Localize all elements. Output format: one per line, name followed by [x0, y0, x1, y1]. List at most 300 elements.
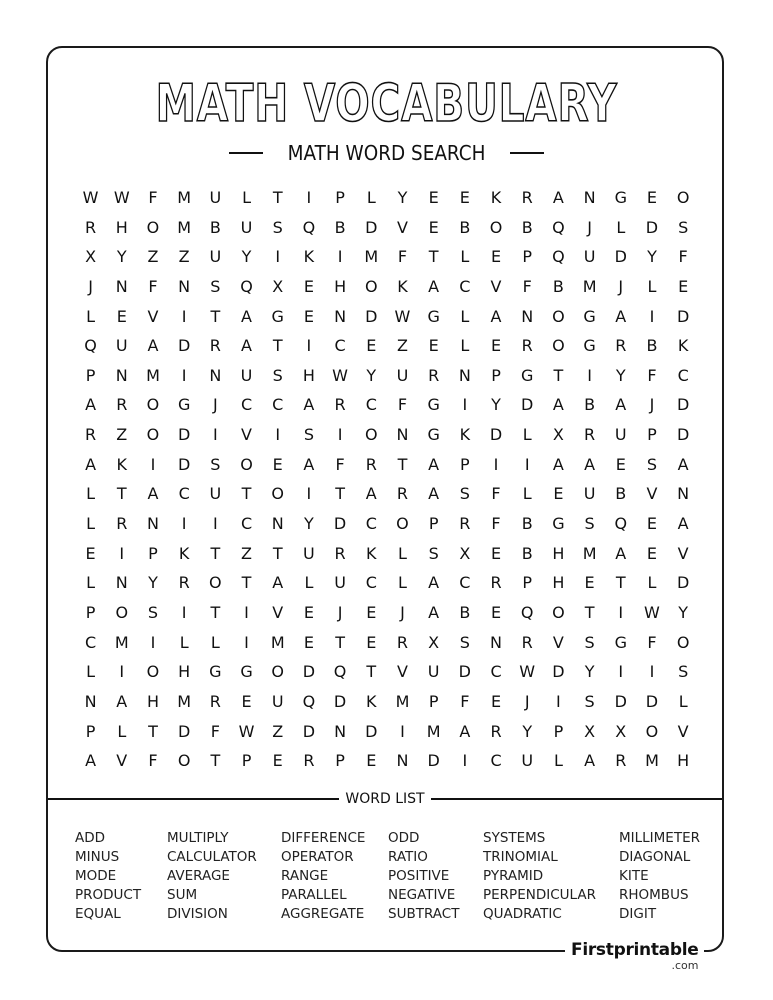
grid-cell[interactable]: B — [584, 395, 596, 415]
grid-cell[interactable]: Q — [333, 662, 347, 682]
grid-cell[interactable]: H — [677, 751, 690, 771]
grid-cell[interactable]: Y — [647, 247, 657, 267]
grid-cell[interactable]: F — [491, 514, 501, 534]
word-list-item[interactable]: MINUS — [75, 849, 120, 865]
grid-cell[interactable]: Q — [614, 514, 628, 534]
grid-cell[interactable]: C — [365, 395, 377, 415]
grid-cell[interactable]: I — [275, 425, 281, 445]
grid-cell[interactable]: M — [364, 247, 379, 267]
grid-cell[interactable]: A — [584, 454, 596, 474]
grid-cell[interactable]: I — [400, 721, 405, 741]
grid-cell[interactable]: K — [490, 188, 502, 207]
grid-cell[interactable]: M — [426, 721, 441, 741]
grid-cell[interactable]: A — [490, 306, 502, 326]
grid-cell[interactable]: I — [244, 602, 249, 622]
grid-cell[interactable]: U — [396, 365, 409, 385]
grid-cell[interactable]: U — [614, 425, 627, 445]
grid-cell[interactable]: C — [490, 662, 502, 682]
grid-cell[interactable]: Z — [396, 336, 408, 356]
grid-cell[interactable]: H — [552, 543, 565, 563]
grid-cell[interactable]: N — [334, 721, 347, 741]
grid-cell[interactable]: L — [179, 632, 189, 652]
grid-cell[interactable]: R — [459, 514, 471, 534]
grid-cell[interactable]: T — [272, 336, 283, 356]
grid-cell[interactable]: D — [552, 662, 565, 682]
grid-cell[interactable]: T — [397, 454, 408, 474]
grid-cell[interactable]: C — [85, 632, 97, 652]
grid-cell[interactable]: P — [460, 454, 470, 474]
grid-cell[interactable]: N — [84, 691, 97, 711]
grid-cell[interactable]: J — [337, 602, 343, 622]
grid-cell[interactable]: O — [552, 336, 565, 356]
grid-cell[interactable]: M — [177, 188, 192, 207]
grid-cell[interactable]: Q — [302, 691, 316, 711]
grid-cell[interactable]: E — [646, 543, 658, 563]
grid-cell[interactable]: N — [458, 365, 471, 385]
grid-cell[interactable]: P — [647, 425, 657, 445]
grid-cell[interactable]: V — [116, 751, 128, 771]
grid-cell[interactable]: E — [490, 336, 502, 356]
grid-cell[interactable]: W — [394, 306, 411, 326]
grid-cell[interactable]: A — [615, 543, 627, 563]
grid-cell[interactable]: E — [428, 217, 439, 237]
grid-cell[interactable]: Q — [84, 336, 97, 356]
grid-cell[interactable]: U — [303, 543, 315, 563]
grid-cell[interactable]: N — [115, 365, 128, 385]
grid-cell[interactable]: N — [146, 514, 159, 534]
grid-cell[interactable]: A — [428, 484, 440, 504]
grid-cell[interactable]: P — [428, 691, 439, 711]
grid-cell[interactable]: M — [177, 691, 192, 711]
grid-cell[interactable]: P — [241, 751, 252, 771]
grid-cell[interactable]: A — [428, 276, 440, 296]
grid-cell[interactable]: L — [86, 662, 96, 682]
grid-cell[interactable]: R — [116, 395, 128, 415]
grid-cell[interactable]: A — [85, 751, 97, 771]
grid-cell[interactable]: V — [396, 217, 408, 237]
grid-cell[interactable]: B — [646, 336, 658, 356]
grid-cell[interactable]: B — [334, 217, 346, 237]
grid-cell[interactable]: I — [618, 602, 624, 622]
grid-cell[interactable]: Q — [520, 602, 534, 622]
grid-cell[interactable]: O — [552, 602, 565, 622]
grid-cell[interactable]: J — [649, 395, 655, 415]
grid-cell[interactable]: C — [365, 514, 377, 534]
grid-cell[interactable]: P — [335, 751, 345, 771]
grid-cell[interactable]: U — [115, 336, 128, 356]
grid-cell[interactable]: G — [427, 306, 440, 326]
grid-cell[interactable]: N — [396, 425, 409, 445]
grid-cell[interactable]: J — [587, 217, 592, 237]
word-list-item[interactable]: DIVISION — [167, 906, 228, 922]
grid-cell[interactable]: A — [428, 454, 440, 474]
grid-cell[interactable]: L — [398, 543, 407, 563]
grid-cell[interactable]: M — [114, 632, 129, 652]
grid-cell[interactable]: S — [210, 454, 221, 474]
grid-cell[interactable]: L — [460, 306, 470, 326]
grid-cell[interactable]: A — [147, 484, 159, 504]
word-list-item[interactable]: SUM — [167, 887, 198, 903]
grid-cell[interactable]: Y — [116, 247, 127, 267]
grid-cell[interactable]: D — [177, 425, 191, 445]
grid-cell[interactable]: M — [270, 632, 285, 652]
word-list-item[interactable]: SUBTRACT — [388, 906, 460, 922]
grid-cell[interactable]: I — [462, 395, 468, 415]
grid-cell[interactable]: V — [147, 306, 159, 326]
grid-cell[interactable]: G — [614, 188, 627, 207]
grid-cell[interactable]: L — [117, 721, 127, 741]
grid-cell[interactable]: N — [396, 751, 409, 771]
grid-cell[interactable]: K — [366, 543, 377, 563]
grid-cell[interactable]: E — [490, 247, 502, 267]
grid-cell[interactable]: D — [676, 573, 690, 593]
word-list-item[interactable]: RATIO — [388, 849, 428, 865]
grid-cell[interactable]: C — [240, 514, 253, 534]
grid-cell[interactable]: F — [148, 276, 158, 296]
word-list-item[interactable]: PYRAMID — [483, 868, 544, 884]
grid-cell[interactable]: I — [306, 484, 312, 504]
grid-cell[interactable]: R — [490, 721, 502, 741]
grid-cell[interactable]: C — [459, 276, 471, 296]
grid-cell[interactable]: U — [521, 751, 534, 771]
grid-cell[interactable]: E — [116, 306, 127, 326]
grid-cell[interactable]: O — [271, 484, 285, 504]
grid-cell[interactable]: J — [400, 602, 405, 622]
grid-cell[interactable]: Y — [584, 662, 595, 682]
grid-cell[interactable]: N — [115, 276, 128, 296]
grid-cell[interactable]: E — [615, 454, 626, 474]
grid-cell[interactable]: F — [647, 365, 657, 385]
grid-cell[interactable]: S — [459, 484, 470, 504]
grid-cell[interactable]: Q — [552, 217, 565, 237]
grid-cell[interactable]: L — [242, 188, 251, 207]
grid-cell[interactable]: B — [521, 543, 533, 563]
grid-cell[interactable]: R — [490, 573, 502, 593]
grid-cell[interactable]: L — [522, 484, 532, 504]
grid-cell[interactable]: E — [490, 691, 502, 711]
grid-cell[interactable]: S — [584, 514, 595, 534]
grid-cell[interactable]: S — [272, 365, 283, 385]
grid-cell[interactable]: V — [677, 721, 689, 741]
grid-cell[interactable]: M — [177, 217, 192, 237]
grid-cell[interactable]: P — [522, 573, 533, 593]
grid-cell[interactable]: I — [649, 306, 655, 326]
grid-cell[interactable]: O — [177, 751, 191, 771]
grid-cell[interactable]: O — [271, 662, 285, 682]
grid-cell[interactable]: D — [365, 721, 378, 741]
grid-cell[interactable]: R — [116, 514, 128, 534]
grid-cell[interactable]: R — [396, 484, 409, 504]
grid-cell[interactable]: I — [119, 543, 125, 563]
grid-cell[interactable]: U — [240, 217, 253, 237]
grid-cell[interactable]: N — [178, 276, 191, 296]
grid-cell[interactable]: O — [489, 217, 503, 237]
word-list-item[interactable]: AVERAGE — [167, 868, 230, 884]
grid-cell[interactable]: A — [615, 395, 627, 415]
word-list-item[interactable]: PRODUCT — [75, 887, 142, 903]
grid-cell[interactable]: D — [365, 306, 378, 326]
grid-cell[interactable]: W — [113, 188, 130, 207]
grid-cell[interactable]: D — [177, 454, 191, 474]
grid-cell[interactable]: C — [365, 573, 377, 593]
grid-cell[interactable]: S — [678, 662, 689, 682]
grid-cell[interactable]: Y — [397, 188, 408, 207]
grid-cell[interactable]: D — [177, 336, 191, 356]
grid-cell[interactable]: X — [459, 543, 471, 563]
grid-cell[interactable]: S — [584, 691, 595, 711]
grid-cell[interactable]: G — [271, 306, 284, 326]
grid-cell[interactable]: F — [148, 188, 158, 207]
word-list-item[interactable]: PERPENDICULAR — [483, 887, 596, 903]
grid-cell[interactable]: C — [459, 573, 471, 593]
grid-cell[interactable]: U — [583, 247, 596, 267]
grid-cell[interactable]: B — [459, 217, 471, 237]
grid-cell[interactable]: D — [177, 721, 191, 741]
word-list-item[interactable]: ADD — [75, 830, 106, 846]
word-list-item[interactable]: NEGATIVE — [388, 887, 456, 903]
grid-cell[interactable]: F — [397, 247, 408, 267]
grid-cell[interactable]: E — [646, 188, 658, 207]
grid-cell[interactable]: E — [241, 691, 252, 711]
grid-cell[interactable]: S — [272, 217, 283, 237]
grid-cell[interactable]: M — [582, 543, 597, 563]
grid-cell[interactable]: L — [398, 573, 407, 593]
grid-cell[interactable]: K — [116, 454, 128, 474]
grid-cell[interactable]: N — [115, 573, 128, 593]
grid-cell[interactable]: E — [366, 602, 377, 622]
grid-cell[interactable]: E — [272, 454, 283, 474]
grid-cell[interactable]: I — [244, 632, 249, 652]
grid-cell[interactable]: D — [614, 691, 627, 711]
grid-cell[interactable]: T — [116, 484, 127, 504]
grid-cell[interactable]: R — [85, 425, 97, 445]
grid-cell[interactable]: P — [148, 543, 158, 563]
grid-cell[interactable]: O — [364, 276, 378, 296]
grid-cell[interactable]: X — [85, 247, 97, 267]
grid-cell[interactable]: P — [85, 602, 96, 622]
grid-cell[interactable]: L — [460, 336, 470, 356]
grid-cell[interactable]: D — [302, 662, 316, 682]
grid-cell[interactable]: Z — [178, 247, 190, 267]
grid-cell[interactable]: G — [240, 662, 253, 682]
grid-cell[interactable]: B — [459, 602, 471, 622]
grid-cell[interactable]: M — [645, 751, 659, 771]
grid-cell[interactable]: T — [335, 484, 345, 504]
grid-cell[interactable]: U — [209, 188, 222, 207]
grid-cell[interactable]: T — [366, 662, 377, 682]
word-list-item[interactable]: CALCULATOR — [167, 849, 257, 865]
grid-cell[interactable]: B — [615, 484, 627, 504]
grid-cell[interactable]: D — [676, 395, 690, 415]
grid-cell[interactable]: R — [178, 573, 190, 593]
word-list-item[interactable]: ODD — [388, 830, 420, 846]
grid-cell[interactable]: N — [521, 306, 534, 326]
grid-cell[interactable]: C — [272, 395, 284, 415]
grid-cell[interactable]: I — [462, 751, 468, 771]
grid-cell[interactable]: O — [676, 188, 690, 207]
grid-cell[interactable]: N — [334, 306, 347, 326]
word-list-item[interactable]: TRINOMIAL — [483, 849, 558, 865]
grid-cell[interactable]: F — [678, 247, 688, 267]
grid-cell[interactable]: J — [212, 395, 218, 415]
grid-cell[interactable]: D — [302, 721, 316, 741]
grid-cell[interactable]: L — [647, 573, 657, 593]
grid-cell[interactable]: T — [210, 306, 221, 326]
word-list-item[interactable]: DIAGONAL — [619, 849, 691, 865]
grid-cell[interactable]: E — [303, 632, 314, 652]
grid-cell[interactable]: T — [335, 632, 345, 652]
grid-cell[interactable]: Y — [678, 602, 689, 622]
grid-cell[interactable]: K — [397, 276, 408, 296]
grid-cell[interactable]: S — [678, 217, 689, 237]
grid-cell[interactable]: L — [616, 217, 626, 237]
grid-cell[interactable]: I — [181, 514, 187, 534]
grid-cell[interactable]: A — [428, 602, 440, 622]
grid-cell[interactable]: Y — [491, 395, 501, 415]
grid-cell[interactable]: L — [366, 188, 376, 207]
grid-cell[interactable]: A — [615, 306, 627, 326]
grid-cell[interactable]: C — [240, 395, 253, 415]
grid-cell[interactable]: D — [645, 217, 659, 237]
grid-cell[interactable]: G — [614, 632, 627, 652]
grid-cell[interactable]: C — [677, 365, 689, 385]
grid-cell[interactable]: H — [146, 691, 159, 711]
grid-cell[interactable]: L — [86, 484, 96, 504]
grid-cell[interactable]: F — [491, 484, 501, 504]
grid-cell[interactable]: R — [303, 751, 315, 771]
grid-cell[interactable]: S — [459, 632, 470, 652]
word-list-item[interactable]: SYSTEMS — [483, 830, 546, 846]
grid-cell[interactable]: X — [615, 721, 627, 741]
grid-cell[interactable]: I — [556, 691, 561, 711]
grid-cell[interactable]: D — [676, 425, 690, 445]
grid-cell[interactable]: D — [333, 691, 347, 711]
grid-cell[interactable]: Z — [241, 543, 253, 563]
grid-cell[interactable]: Y — [304, 514, 314, 534]
grid-cell[interactable]: D — [458, 662, 471, 682]
grid-cell[interactable]: A — [677, 454, 689, 474]
grid-cell[interactable]: L — [304, 573, 314, 593]
word-list-item[interactable]: KITE — [619, 868, 649, 884]
grid-cell[interactable]: E — [303, 306, 314, 326]
grid-cell[interactable]: F — [522, 276, 532, 296]
grid-cell[interactable]: R — [521, 632, 533, 652]
grid-cell[interactable]: C — [334, 336, 346, 356]
grid-cell[interactable]: D — [614, 247, 627, 267]
word-list-item[interactable]: MULTIPLY — [167, 830, 229, 846]
grid-cell[interactable]: K — [303, 247, 315, 267]
word-list-item[interactable]: RHOMBUS — [619, 887, 689, 903]
grid-cell[interactable]: E — [303, 276, 314, 296]
grid-cell[interactable]: X — [552, 425, 564, 445]
grid-cell[interactable]: P — [491, 365, 501, 385]
grid-cell[interactable]: V — [396, 662, 408, 682]
grid-cell[interactable]: D — [521, 395, 534, 415]
grid-cell[interactable]: V — [241, 425, 252, 445]
grid-cell[interactable]: G — [209, 662, 222, 682]
grid-cell[interactable]: L — [86, 306, 96, 326]
grid-cell[interactable]: G — [427, 425, 440, 445]
grid-cell[interactable]: D — [645, 691, 659, 711]
word-list-item[interactable]: EQUAL — [75, 906, 121, 922]
grid-cell[interactable]: V — [272, 602, 284, 622]
grid-cell[interactable]: H — [334, 276, 347, 296]
grid-cell[interactable]: D — [365, 217, 378, 237]
grid-cell[interactable]: L — [678, 691, 688, 711]
grid-cell[interactable]: U — [271, 691, 284, 711]
grid-cell[interactable]: A — [552, 188, 564, 207]
grid-cell[interactable]: O — [676, 632, 690, 652]
grid-cell[interactable]: O — [146, 217, 160, 237]
grid-cell[interactable]: P — [553, 721, 564, 741]
grid-cell[interactable]: C — [178, 484, 190, 504]
grid-cell[interactable]: W — [519, 662, 536, 682]
grid-cell[interactable]: T — [210, 751, 221, 771]
grid-cell[interactable]: I — [150, 454, 156, 474]
grid-cell[interactable]: A — [303, 454, 315, 474]
grid-cell[interactable]: P — [335, 188, 345, 207]
grid-cell[interactable]: I — [524, 454, 530, 474]
grid-cell[interactable]: I — [212, 514, 218, 534]
grid-cell[interactable]: E — [303, 602, 314, 622]
grid-cell[interactable]: V — [677, 543, 689, 563]
grid-cell[interactable]: G — [552, 514, 565, 534]
grid-cell[interactable]: B — [209, 217, 221, 237]
grid-cell[interactable]: E — [85, 543, 96, 563]
grid-cell[interactable]: T — [272, 188, 283, 207]
grid-cell[interactable]: E — [272, 751, 283, 771]
grid-cell[interactable]: R — [521, 188, 533, 207]
grid-cell[interactable]: G — [583, 306, 596, 326]
grid-cell[interactable]: R — [85, 217, 97, 237]
grid-cell[interactable]: R — [365, 454, 377, 474]
grid-cell[interactable]: I — [337, 247, 343, 267]
grid-cell[interactable]: M — [146, 365, 160, 385]
grid-cell[interactable]: R — [428, 365, 440, 385]
grid-cell[interactable]: F — [460, 691, 470, 711]
word-list-item[interactable]: PARALLEL — [281, 887, 347, 903]
grid-cell[interactable]: R — [334, 395, 346, 415]
grid-cell[interactable]: E — [490, 602, 502, 622]
grid-cell[interactable]: Z — [272, 721, 284, 741]
grid-cell[interactable]: U — [209, 247, 222, 267]
grid-cell[interactable]: P — [428, 514, 439, 534]
grid-cell[interactable]: E — [428, 336, 439, 356]
grid-cell[interactable]: E — [584, 573, 595, 593]
grid-cell[interactable]: P — [85, 365, 96, 385]
grid-cell[interactable]: Q — [552, 247, 565, 267]
grid-cell[interactable]: E — [678, 276, 689, 296]
grid-cell[interactable]: A — [552, 454, 564, 474]
grid-cell[interactable]: D — [676, 306, 690, 326]
grid-cell[interactable]: C — [490, 751, 502, 771]
grid-cell[interactable]: B — [552, 276, 564, 296]
grid-cell[interactable]: O — [146, 662, 160, 682]
grid-cell[interactable]: E — [366, 632, 377, 652]
grid-cell[interactable]: Y — [148, 573, 158, 593]
grid-cell[interactable]: W — [82, 188, 99, 207]
grid-cell[interactable]: S — [210, 276, 221, 296]
grid-cell[interactable]: I — [181, 602, 187, 622]
grid-cell[interactable]: G — [177, 395, 191, 415]
grid-cell[interactable]: T — [241, 484, 252, 504]
grid-cell[interactable]: L — [647, 276, 657, 296]
grid-cell[interactable]: H — [178, 662, 191, 682]
grid-cell[interactable]: J — [618, 276, 624, 296]
grid-cell[interactable]: A — [677, 514, 689, 534]
grid-cell[interactable]: A — [272, 573, 284, 593]
grid-cell[interactable]: H — [302, 365, 315, 385]
